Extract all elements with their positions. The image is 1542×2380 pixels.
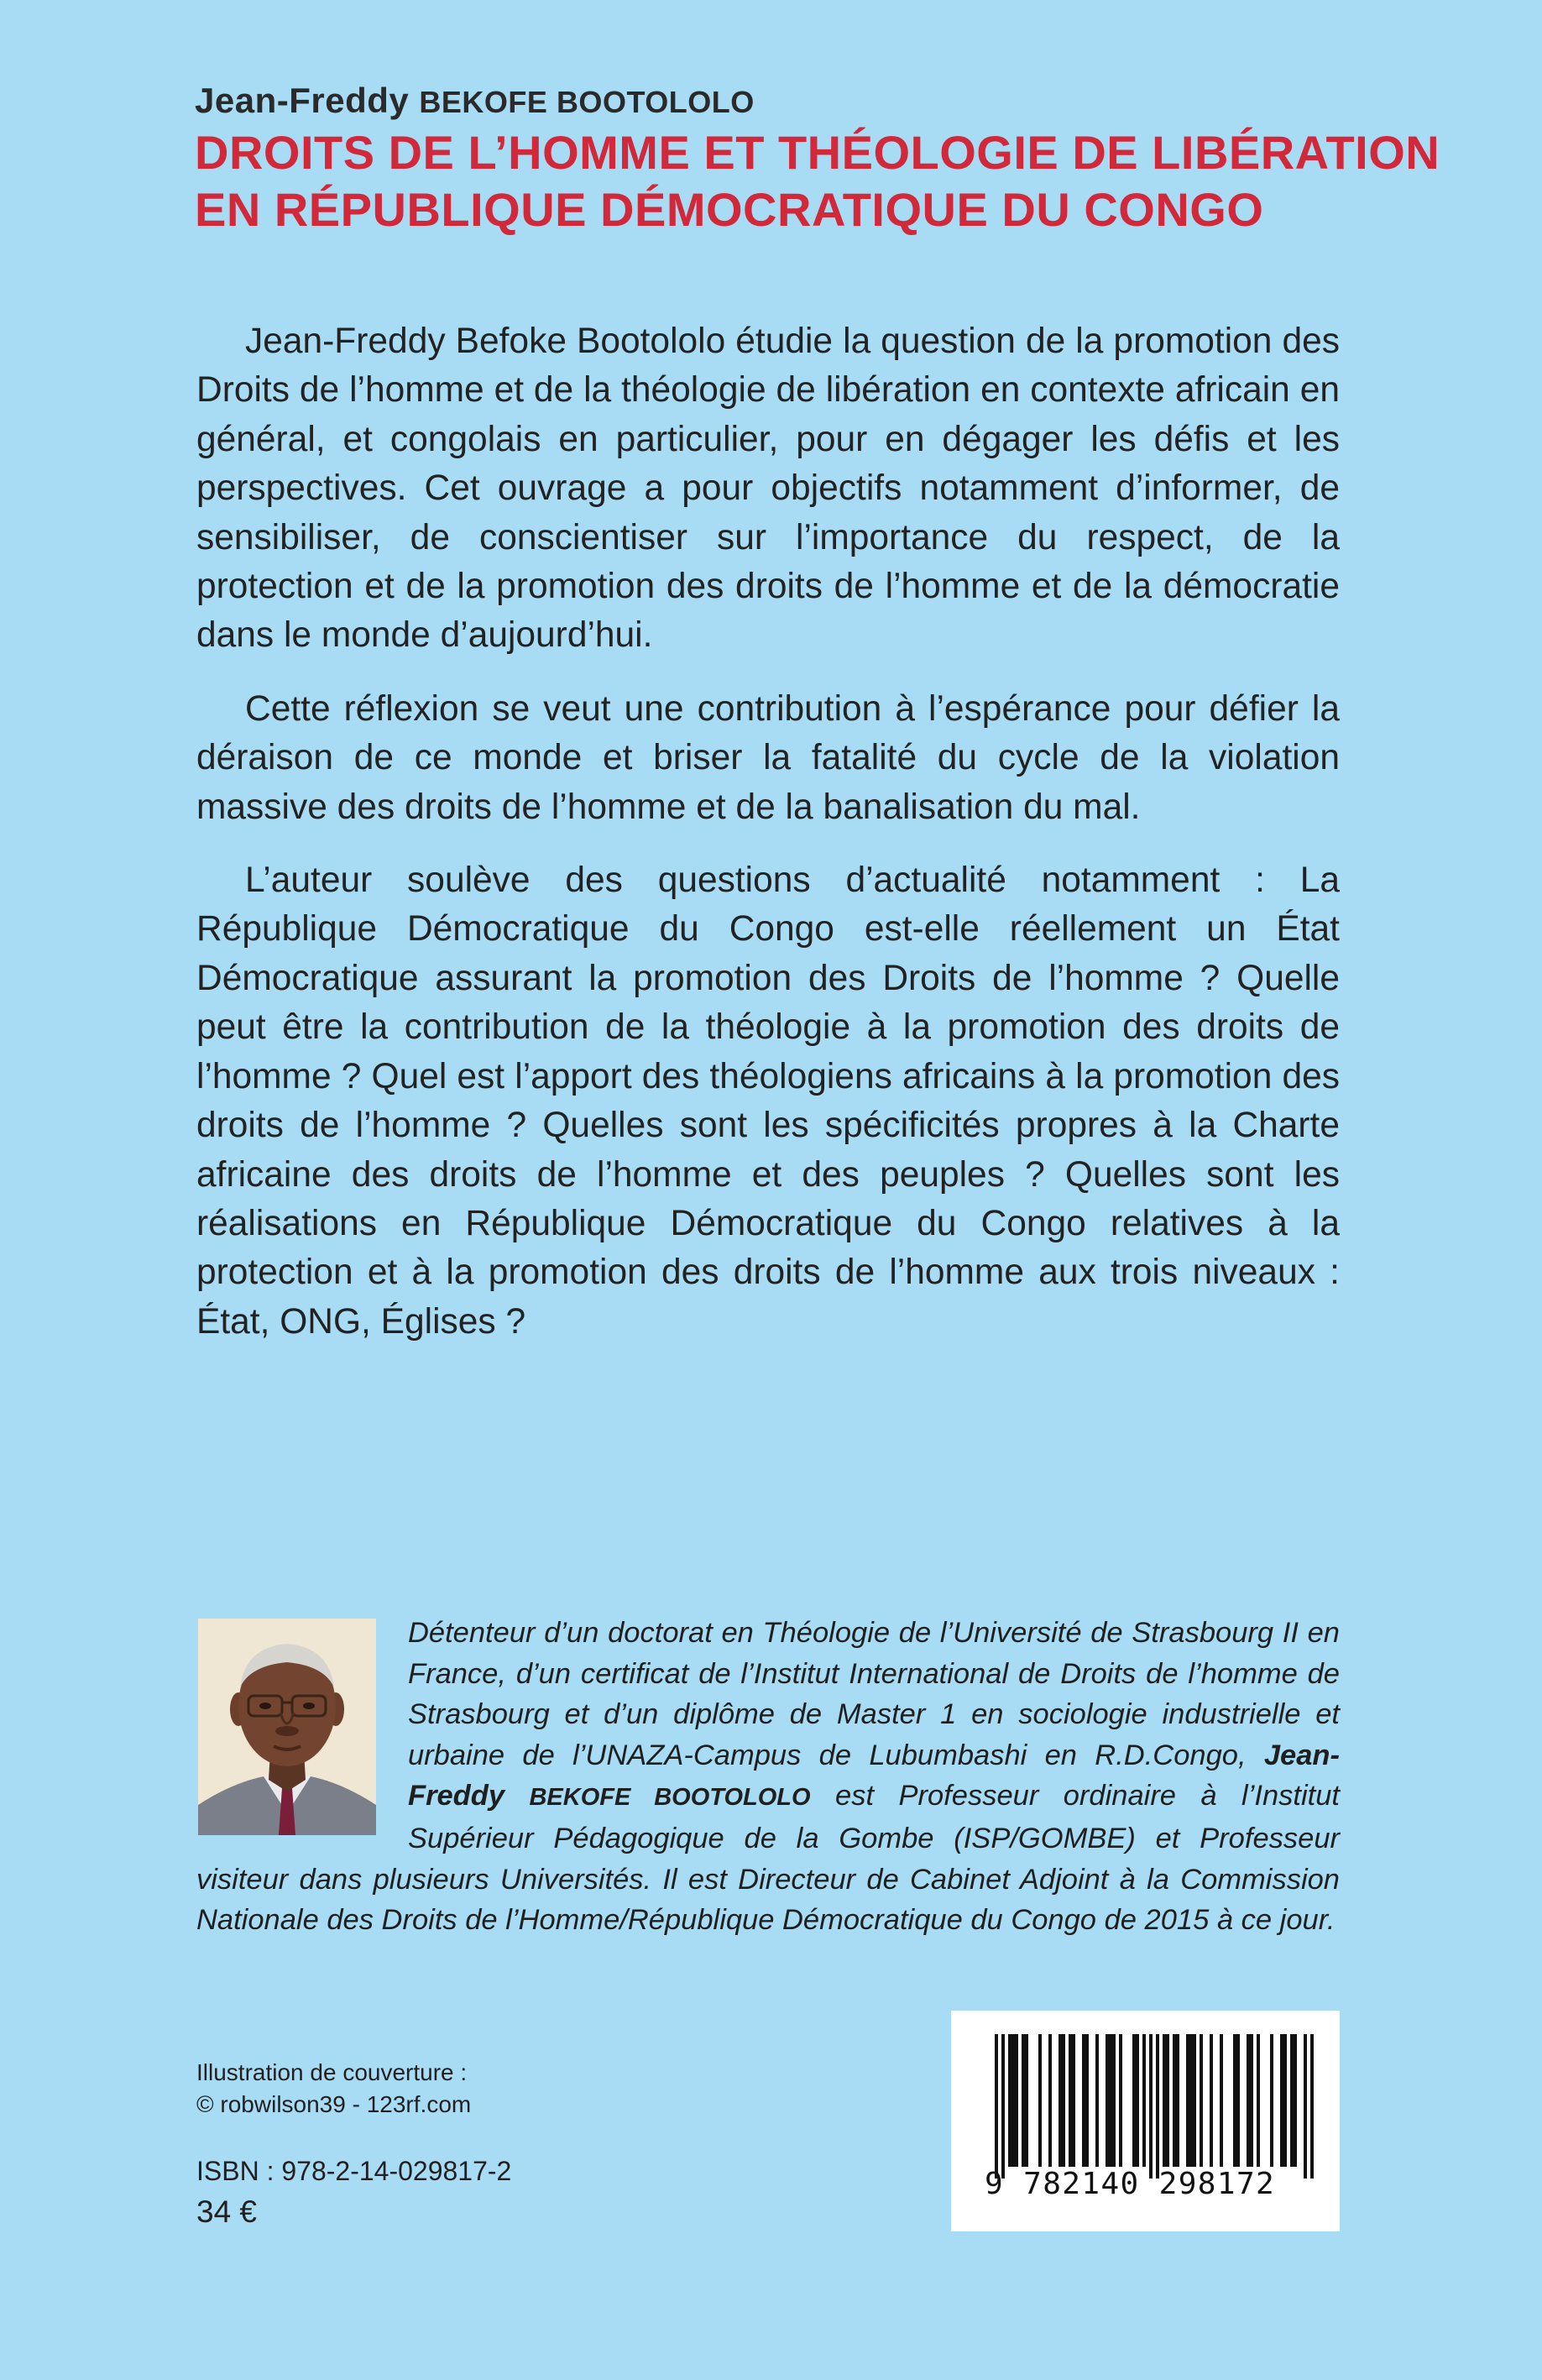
barcode-bar — [1106, 2034, 1109, 2167]
barcode-bar — [1136, 2034, 1139, 2167]
barcode-bar — [1109, 2034, 1112, 2167]
barcode-bar — [1142, 2034, 1146, 2167]
barcode — [951, 2011, 1340, 2231]
barcode-bar — [1163, 2034, 1166, 2167]
author-last-name-1: BEKOFE — [419, 85, 557, 119]
barcode-bar — [1156, 2034, 1159, 2179]
barcode-bar — [1085, 2034, 1089, 2167]
barcode-digits: 9 782140 298172 — [985, 2167, 1276, 2201]
summary-paragraph-3: L’auteur soulève des questions d’actualité notamment : La République Démocratique du Congo est-elle réellement un État Démocratique assurant la promotion des Droits de l’homme ? Quelle peut être la contribution de la théologie à la promotion des droits de l’homme ? Quel est l’apport des théologiens africains à la promotion des droits de l’homme ? Quelles sont les spécificités propres à la Charte africaine des droits de l’homme et des peuples ? Quelles sont les réalisations en République Démocratique du Congo relatives à la protection et à la promotion des droits de l’homme aux trois niveaux : État, ONG, Églises ? — [196, 860, 1340, 1342]
barcode-bar — [1119, 2034, 1122, 2167]
barcode-bar — [995, 2034, 998, 2179]
barcode-bar — [1270, 2034, 1273, 2167]
barcode-bar — [1236, 2034, 1240, 2167]
barcode-bar — [1220, 2034, 1223, 2167]
barcode-bar — [1082, 2034, 1085, 2167]
summary-paragraph-2: Cette réflexion se veut une contribution à l’espérance pour défier la déraison de ce monde et briser la fatalité du cycle de la violation massive des droits de l’homme et de la banalisation du mal. — [196, 688, 1340, 827]
barcode-bar — [1038, 2034, 1042, 2167]
barcode-bar — [1001, 2034, 1005, 2179]
barcode-bar — [1250, 2034, 1253, 2167]
barcode-bar — [1069, 2034, 1072, 2167]
barcode-bar — [1132, 2034, 1136, 2167]
barcode-bar — [1112, 2034, 1116, 2167]
barcode-bar — [1176, 2034, 1179, 2167]
barcode-bar — [1283, 2034, 1287, 2167]
barcode-bar — [1173, 2034, 1176, 2167]
barcode-bar — [1210, 2034, 1213, 2167]
illustration-source: © robwilson39 - 123rf.com — [196, 2091, 472, 2117]
cover-illustration-credit — [196, 2057, 471, 2121]
price: 34 € — [196, 2194, 258, 2229]
bio-text-start: Détenteur d’un doctorat en Théologie de l’Université de Strasbourg II en France, d’un certificat de l’Institut International de Droits de l’homme de Strasbourg et d’un diplôme de Master 1 en sociologie industrielle et urbaine de l’UNAZA-Campus de Lubumbashi en R.D.Congo, — [408, 1617, 1340, 1771]
barcode-bar — [1186, 2034, 1189, 2167]
barcode-bar — [1022, 2034, 1025, 2167]
barcode-bar — [1310, 2034, 1314, 2179]
author-first-name: Jean-Freddy — [195, 81, 420, 120]
barcode-bar — [1233, 2034, 1236, 2167]
barcode-bar — [1072, 2034, 1075, 2167]
barcode-bar — [1149, 2034, 1153, 2179]
illustration-label: Illustration de couverture : — [196, 2059, 468, 2085]
barcode-bar — [1189, 2034, 1193, 2167]
barcode-bar — [1257, 2034, 1260, 2167]
barcode-bar — [1011, 2034, 1015, 2167]
barcode-bar — [1304, 2034, 1307, 2179]
barcode-bar — [1290, 2034, 1294, 2167]
bio-author-name: Jean-Freddy BEKOFE BOOTOLOLO — [408, 1739, 1340, 1812]
barcode-bar — [1058, 2034, 1062, 2167]
barcode-bar — [1008, 2034, 1011, 2167]
book-title-line-1: DROITS DE L’HOMME ET THÉOLOGIE DE LIBÉRATION — [195, 126, 1440, 179]
barcode-bar — [1294, 2034, 1297, 2167]
author-last-name-2: BOOTOLOLO — [556, 85, 755, 119]
barcode-bar — [1280, 2034, 1283, 2167]
summary-text — [196, 317, 1340, 1371]
barcode-bar — [1015, 2034, 1018, 2167]
book-title-line-2: EN RÉPUBLIQUE DÉMOCRATIQUE DU CONGO — [195, 183, 1264, 236]
barcode-bar — [1062, 2034, 1065, 2167]
barcode-bar — [1247, 2034, 1250, 2167]
barcode-bar — [1200, 2034, 1203, 2167]
barcode-bar — [1048, 2034, 1052, 2167]
isbn: ISBN : 978-2-14-029817-2 — [196, 2156, 512, 2186]
barcode-bar — [1166, 2034, 1169, 2167]
book-title — [195, 124, 1440, 238]
summary-paragraph-1: Jean-Freddy Befoke Bootololo étudie la question de la promotion des Droits de l’homme et de la théologie de libération en contexte africain en général, et congolais en particulier, pour en dégager les défis et les perspectives. Cet ouvrage a pour objectifs notamment d’informer, de sensibiliser, de conscientiser sur l’importance du respect, de la protection et de la promotion des droits de l’homme et de la démocratie dans le monde d’aujourd’hui. — [196, 322, 1340, 656]
barcode-bar — [1025, 2034, 1028, 2167]
barcode-bar — [1193, 2034, 1196, 2167]
author-biography — [196, 1613, 1340, 1941]
author-name — [195, 81, 755, 121]
bio-text-end: est Professeur ordinaire à l’Institut Supérieur Pédagogique de la Gombe (ISP/GOMBE) et Professeur visiteur dans plusieurs Universités. Il est Directeur de Cabinet Adjoint à la Commission Nationale des Droits de l’Homme/République Démocratique du Congo de 2015 à ce jour. — [196, 1780, 1341, 1937]
barcode-bar — [1095, 2034, 1099, 2167]
